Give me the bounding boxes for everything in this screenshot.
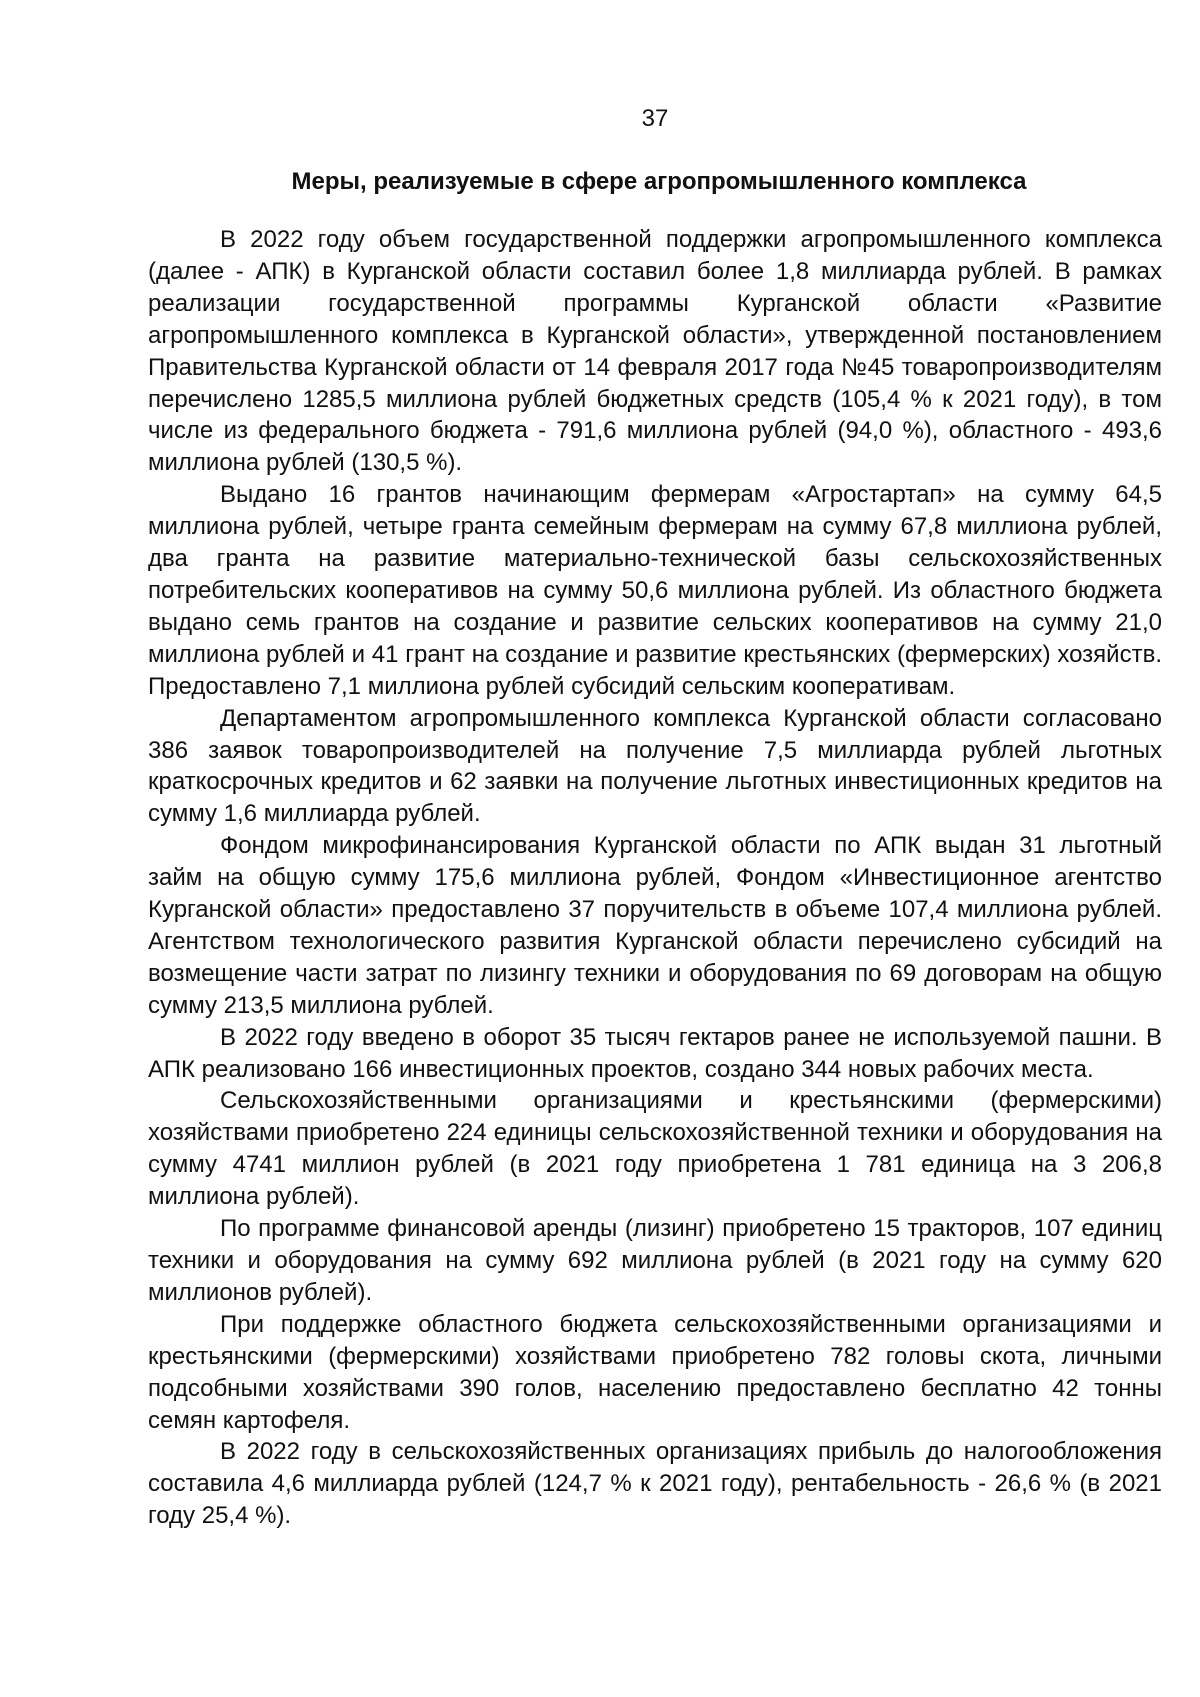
document-body xyxy=(148,224,1162,1532)
page-number: 37 xyxy=(641,105,669,132)
paragraph-leasing: По программе финансовой аренды (лизинг) приобретено 15 тракторов, 107 единиц техники и оборудования на сумму 692 миллиона рублей (в 2021 году на сумму 620 миллионов рублей). xyxy=(148,1215,1162,1306)
paragraph-equipment-purchase: Сельскохозяйственными организациями и крестьянскими (фермерскими) хозяйствами приобретено 224 единицы сельскохозяйственной техники и оборудования на сумму 4741 миллион рублей (в 2021 году приобретена 1 781 единица на 3 206,8 миллиона рублей). xyxy=(148,1087,1162,1211)
paragraph-profit: В 2022 году в сельскохозяйственных организациях прибыль до налогообложения составила 4,6 миллиарда рублей (124,7 % к 2021 году), рентабельность - 26,6 % (в 2021 году 25,4 %). xyxy=(148,1438,1162,1530)
paragraph-arable-land: В 2022 году введено в оборот 35 тысяч гектаров ранее не используемой пашни. В АПК реализовано 166 инвестиционных проектов, создано 344 новых рабочих места. xyxy=(148,1023,1162,1083)
paragraph-support-overview: В 2022 году объем государственной поддержки агропромышленного комплекса (далее - АПК) в Курганской области составил более 1,8 миллиарда рублей. В рамках реализации государственной программы Курганской области «Развитие агропромышленного комплекса в Курганской области», утвержденной постановлением Правительства Курганской области от 14 февраля 2017 года №45 товаропроизводителям перечислено 1285,5 миллиона рублей бюджетных средств (105,4 % к 2021 году), в том числе из федерального бюджета - 791,6 миллиона рублей (94,0 %), областного - 493,6 миллиона рублей (130,5 %). xyxy=(148,226,1162,477)
section-title: Меры, реализуемые в сфере агропромышленного комплекса xyxy=(291,168,1027,195)
paragraph-livestock: При поддержке областного бюджета сельскохозяйственными организациями и крестьянскими (фермерскими) хозяйствами приобретено 782 головы скота, личными подсобными хозяйствами 390 голов, населению предоставлено бесплатно 42 тонны семян картофеля. xyxy=(148,1310,1162,1434)
paragraph-microfinance: Фондом микрофинансирования Курганской области по АПК выдан 31 льготный займ на общую сумму 175,6 миллиона рублей, Фондом «Инвестиционное агентство Курганской области» предоставлено 37 поручительств в объеме 107,4 миллиона рублей. Агентством технологического развития Курганской области перечислено субсидий на возмещение части затрат по лизингу техники и оборудования по 69 договорам на общую сумму 213,5 миллиона рублей. xyxy=(148,832,1162,1019)
paragraph-credits: Департаментом агропромышленного комплекса Курганской области согласовано 386 заявок товаропроизводителей на получение 7,5 миллиарда рублей льготных краткосрочных кредитов и 62 заявки на получение льготных инвестиционных кредитов на сумму 1,6 миллиарда рублей. xyxy=(148,704,1162,828)
paragraph-grants: Выдано 16 грантов начинающим фермерам «Агростартап» на сумму 64,5 миллиона рублей, четыре гранта семейным фермерам на сумму 67,8 миллиона рублей, два гранта на развитие материально-технической базы сельскохозяйственных потребительских кооперативов на сумму 50,6 миллиона рублей. Из областного бюджета выдано семь грантов на создание и развитие сельских кооперативов на сумму 21,0 миллиона рублей и 41 грант на создание и развитие крестьянских (фермерских) хозяйств. Предоставлено 7,1 миллиона рублей субсидий сельским кооперативам. xyxy=(148,481,1162,700)
